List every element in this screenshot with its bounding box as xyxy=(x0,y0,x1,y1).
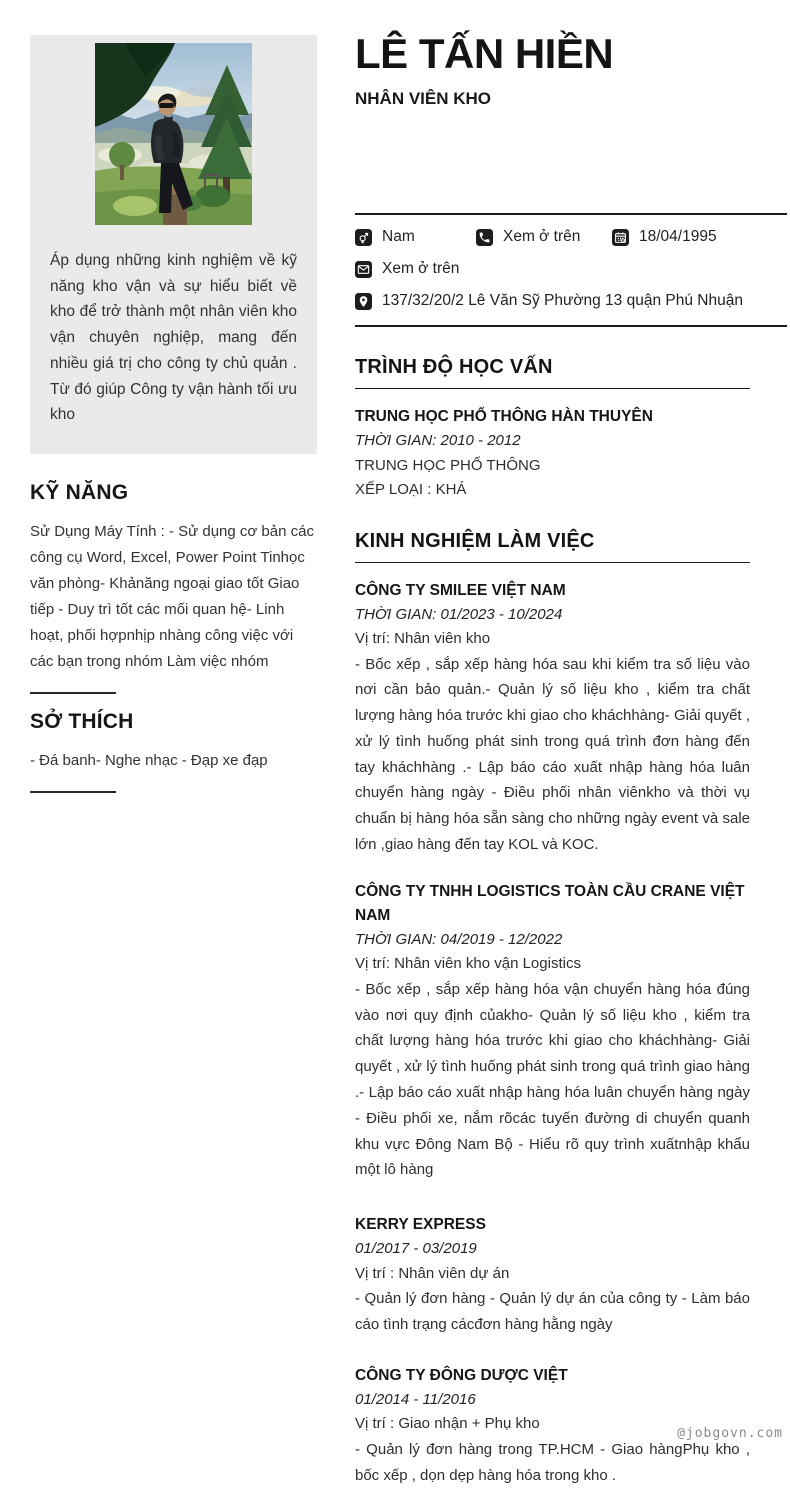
job-description: - Quản lý đơn hàng - Quản lý dự án của công ty - Làm báo cáo tình trạng cácđơn hàng hằng ngày xyxy=(355,1290,750,1334)
location-icon xyxy=(355,293,372,310)
education-entry xyxy=(355,405,750,503)
experience-heading-rule xyxy=(355,562,750,563)
contact-address xyxy=(355,292,743,310)
job-description: - Quản lý đơn hàng trong TP.HCM - Giao hàngPhụ kho , bốc xếp , dọn dẹp hàng hóa trong kho . xyxy=(355,1440,750,1484)
job-position: Vị trí: Nhân viên kho vận Logistics xyxy=(355,955,581,973)
contact-row-1 xyxy=(355,228,787,246)
skills-heading: KỸ NĂNG xyxy=(30,480,129,504)
contact-gender xyxy=(355,228,476,246)
job-description: - Bốc xếp , sắp xếp hàng hóa sau khi kiểm tra số liệu vào nơi cần bảo quản.- Quản lý số liệu kho , kiểm tra chất lượng hàng hóa trước khi giao cho kháchhàng- Giải quyết , xử lý tình huống phát sinh trong quá trình đơn hàng đến tay kháchhàng .- Lập báo cáo xuất nhập hàng hóa luân chuyển hàng ngày - Điều phối nhân viênkho và thời vụ chuẩn bị hàng hóa sẵn sàng cho những ngày event và sale lớn ,giao hàng đến tay KOL và KOC. xyxy=(355,655,750,854)
skills-divider xyxy=(30,692,116,694)
education-degree: TRUNG HỌC PHỔ THÔNG xyxy=(355,456,541,474)
job-time: THỜI GIAN: 01/2023 - 10/2024 xyxy=(355,605,563,623)
job-position: Vị trí : Giao nhận + Phụ kho xyxy=(355,1415,540,1433)
candidate-job-title: NHÂN VIÊN KHO xyxy=(355,89,492,108)
right-column xyxy=(355,30,787,1488)
site-watermark: @jobgovn.com xyxy=(677,1426,783,1441)
phone-value: Xem ở trên xyxy=(503,228,581,245)
phone-icon xyxy=(476,229,493,246)
profile-photo-image xyxy=(95,43,252,225)
education-grade: XẾP LOẠI : KHÁ xyxy=(355,481,467,498)
job-company: CÔNG TY TNHH LOGISTICS TOÀN CẦU CRANE VIỆT NAM xyxy=(355,882,745,924)
job-entry-kerry xyxy=(355,1213,750,1338)
gender-value: Nam xyxy=(382,228,415,245)
profile-summary-box xyxy=(30,35,317,454)
job-company: CÔNG TY SMILEE VIỆT NAM xyxy=(355,581,566,599)
job-time: THỜI GIAN: 04/2019 - 12/2022 xyxy=(355,930,563,948)
education-heading-rule xyxy=(355,388,750,389)
experience-heading: KINH NGHIỆM LÀM VIỆC xyxy=(355,529,595,552)
hobbies-text: - Đá banh- Nghe nhạc - Đạp xe đạp xyxy=(30,751,268,769)
skills-text: Sử Dụng Máy Tính : - Sử dụng cơ bản các công cụ Word, Excel, Power Point Tinhọc văn phòng- Khảnăng ngoại giao tốt Giao tiếp - Duy trì tốt các mối quan hệ- Linh hoạt, phối hợpnhịp nhàng công việc với các bạn trong nhóm Làm việc nhóm xyxy=(30,522,314,670)
email-value: Xem ở trên xyxy=(382,260,460,277)
job-company: CÔNG TY ĐÔNG DƯỢC VIỆT xyxy=(355,1366,568,1384)
profile-summary: Áp dụng những kinh nghiệm về kỹ năng kho vận và sự hiểu biết về kho để trở thành một nhân viên kho vận chuyên nghiệp, mang đến nhiều giá trị cho công ty chủ quản . Từ đó giúp Công ty vận hành tối ưu kho xyxy=(50,252,297,424)
education-heading: TRÌNH ĐỘ HỌC VẤN xyxy=(355,356,553,378)
gender-icon xyxy=(355,229,372,246)
job-time: 01/2014 - 11/2016 xyxy=(355,1390,476,1408)
contact-email xyxy=(355,260,459,278)
birthday-value: 18/04/1995 xyxy=(639,228,717,245)
email-icon xyxy=(355,261,372,278)
job-entry-smilee xyxy=(355,579,750,858)
contact-bottom-divider xyxy=(355,325,787,327)
contact-row-2 xyxy=(355,260,787,278)
contact-section xyxy=(355,215,787,325)
address-value: 137/32/20/2 Lê Văn Sỹ Phường 13 quận Phú Nhuận xyxy=(382,292,743,309)
contact-birthday xyxy=(612,228,717,246)
job-company: KERRY EXPRESS xyxy=(355,1216,486,1234)
education-time: THỜI GIAN: 2010 - 2012 xyxy=(355,432,521,449)
job-description: - Bốc xếp , sắp xếp hàng hóa vận chuyển hàng hóa đúng vào nơi quy định củakho- Quản lý số liệu kho , kiểm tra chất lượng hàng hóa trước khi giao cho kháchhàng- Giải quyết , xử lý tình huống phát sinh trong quá trình giao hàng .- Lập báo cáo xuất nhập hàng hóa luân chuyển hàng ngày - Điều phối xe, nắm rõcác tuyến đường di chuyển quanh khu vực Đông Nam Bộ - Hiểu rõ quy trình xuấtnhập khẩu một lô hàng xyxy=(355,980,750,1179)
left-column xyxy=(30,35,317,793)
candidate-name: LÊ TẤN HIỀN xyxy=(355,30,614,77)
school-name: TRUNG HỌC PHỔ THÔNG HÀN THUYÊN xyxy=(355,408,653,425)
hobbies-divider xyxy=(30,791,116,793)
contact-phone xyxy=(476,228,612,246)
job-position: Vị trí: Nhân viên kho xyxy=(355,630,491,647)
job-entry-crane xyxy=(355,880,750,1183)
hobbies-heading: SỞ THÍCH xyxy=(30,709,134,733)
job-time: 01/2017 - 03/2019 xyxy=(355,1240,477,1258)
contact-row-3 xyxy=(355,292,787,310)
calendar-icon xyxy=(612,229,629,246)
profile-photo xyxy=(95,43,252,225)
job-position: Vị trí : Nhân viên dự án xyxy=(355,1264,510,1282)
